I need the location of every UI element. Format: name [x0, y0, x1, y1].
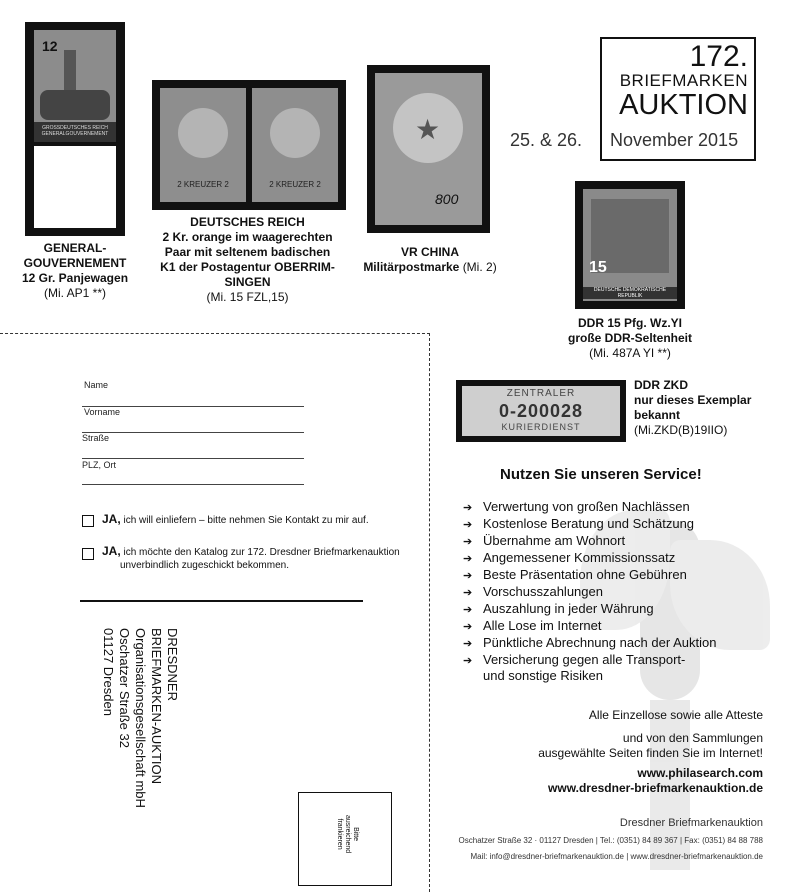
caption-sub: große DDR-Seltenheit: [567, 331, 692, 345]
postage-text-2: ausreichend: [344, 815, 351, 854]
ja-einliefern: [102, 512, 369, 526]
stamp-band-2: GENERALGOUVERNEMENT: [41, 131, 109, 137]
cut-line-vertical: [429, 333, 430, 892]
caption-line-5: SINGEN: [224, 275, 271, 289]
service-item-text: Auszahlung in jeder Währung: [483, 601, 654, 616]
signature-line: [80, 600, 363, 602]
footer-company: Dresdner Briefmarkenauktion: [619, 817, 763, 829]
arrow-right-icon: ➔: [463, 587, 473, 599]
postage-box: [298, 792, 392, 886]
info-line-3: ausgewählte Seiten finden Sie im Internet!: [538, 746, 763, 760]
stamp-text-left: 2 KREUZER 2: [177, 180, 229, 189]
service-item: [463, 618, 602, 635]
arrow-right-icon: ➔: [463, 621, 473, 633]
service-item-text: Versicherung gegen alle Transport-: [483, 652, 686, 667]
caption-title: GENERAL-: [43, 241, 107, 255]
caption-cat: (Mi.ZKD(B)19IIO): [634, 423, 728, 437]
arrow-right-icon: ➔: [463, 638, 473, 650]
caption-line-3: Paar mit seltenem badischen: [164, 245, 331, 259]
auction-line-2: AUKTION: [619, 89, 748, 121]
stamp-value: 12: [42, 38, 58, 54]
address-line-4: Oschatzer Straße 32: [117, 628, 132, 748]
caption-line-2: nur dieses Exemplar: [634, 393, 752, 407]
service-item-cont: [483, 668, 603, 684]
footer-line-1: Oschatzer Straße 32 · 01127 Dresden | Tel.: (0351) 84 89 367 | Fax: (0351) 84 88 788: [458, 836, 763, 845]
caption-title: VR CHINA: [400, 245, 459, 259]
stamp-ddr-zkd: [456, 380, 626, 442]
stamp-vr-china: ★ 800: [367, 65, 490, 233]
caption-line-2: 2 Kr. orange im waagerechten: [162, 230, 333, 244]
stamp-value: 800: [435, 191, 459, 207]
caption-vr-china: [355, 245, 505, 275]
caption-sub: 12 Gr. Panjewagen: [21, 271, 129, 285]
address-line-3: Organisationsgesellschaft mbH: [133, 628, 148, 808]
service-item: [463, 550, 675, 567]
service-item-cont-text: und sonstige Risiken: [483, 668, 603, 683]
caption-cat: (Mi. 15 FZL,15): [206, 290, 289, 304]
form-label-plz-ort: PLZ, Ort: [82, 460, 117, 470]
stamp-generalgouvernement: [25, 22, 125, 236]
stamp-top-text: ZENTRALER: [506, 388, 576, 399]
stamp-ddr: [575, 181, 685, 309]
caption-deutsches-reich: [140, 215, 355, 305]
checkbox-katalog[interactable]: [82, 548, 94, 560]
auction-dates: 25. & 26.: [510, 130, 583, 150]
ja-text: ich möchte den Katalog zur 172. Dresdner Briefmarkenauktion: [123, 547, 400, 558]
caption-title: DEUTSCHES REICH: [190, 215, 305, 229]
service-item-text: Kostenlose Beratung und Schätzung: [483, 516, 695, 531]
arrow-right-icon: ➔: [463, 536, 473, 548]
service-item-text: Beste Präsentation ohne Gebühren: [483, 567, 687, 582]
postage-text-1: Bitte: [352, 827, 359, 842]
service-item-text: Übernahme am Wohnort: [483, 533, 626, 548]
caption-title: DDR ZKD: [634, 378, 688, 392]
arrow-right-icon: ➔: [463, 519, 473, 531]
stamp-band-1: GROSSDEUTSCHES REICH: [42, 125, 108, 131]
service-item-text: Alle Lose im Internet: [483, 618, 602, 633]
form-label-vorname: Vorname: [84, 407, 121, 417]
caption-generalgouvernement: [5, 241, 145, 301]
caption-ddr: [545, 316, 715, 361]
service-item: [463, 567, 687, 584]
service-item-text: Pünktliche Abrechnung nach der Auktion: [483, 635, 717, 650]
stamp-band: DEUTSCHE DEMOKRATISCHE REPUBLIK: [583, 287, 677, 299]
service-item: [463, 652, 685, 669]
caption-ddr-zkd: [634, 378, 784, 438]
arrow-right-icon: ➔: [463, 553, 473, 565]
checkbox-einliefern[interactable]: [82, 515, 94, 527]
caption-line-3: bekannt: [634, 408, 681, 422]
caption-line-4: K1 der Postagentur OBERRIM-: [160, 260, 335, 274]
stamp-value: 15: [589, 259, 607, 276]
address-line-5: 01127 Dresden: [101, 628, 116, 716]
arrow-right-icon: ➔: [463, 655, 473, 667]
info-web-1[interactable]: www.philasearch.com: [637, 766, 763, 780]
caption-title: DDR 15 Pfg. Wz.YI: [577, 316, 682, 330]
address-block: [100, 628, 180, 808]
postage-text-3: frankieren: [336, 818, 343, 850]
auction-month: November 2015: [610, 130, 739, 150]
service-item: [463, 635, 716, 652]
info-line-2: und von den Sammlungen: [622, 731, 763, 745]
stamp-text-right: 2 KREUZER 2: [269, 180, 321, 189]
address-line-2: BRIEFMARKEN-AUKTION: [149, 628, 164, 785]
arrow-right-icon: ➔: [463, 604, 473, 616]
auction-number: 172.: [689, 40, 748, 73]
caption-cat: (Mi. 2): [462, 260, 497, 274]
ja-text: ich will einliefern – bitte nehmen Sie Kontakt zu mir auf.: [123, 515, 369, 526]
service-item: [463, 584, 603, 601]
ja-text-2: unverbindlich zugeschickt bekommen.: [120, 560, 289, 571]
stamp-mid-text: 0-200028: [498, 401, 584, 421]
caption-cat: (Mi. 487A YI **): [589, 346, 671, 360]
service-item: [463, 499, 690, 516]
form-line-strasse[interactable]: [82, 458, 304, 459]
caption-sub: Militärpostmarke: [363, 260, 460, 274]
ja-katalog: [102, 545, 400, 572]
form-line-vorname[interactable]: [82, 432, 304, 433]
cut-line-horizontal: [0, 333, 430, 334]
form-label-strasse: Straße: [82, 433, 110, 443]
service-item-text: Angemessener Kommissionssatz: [483, 550, 676, 565]
arrow-right-icon: ➔: [463, 502, 473, 514]
info-line-1: Alle Einzellose sowie alle Atteste: [588, 708, 763, 722]
service-item: [463, 516, 694, 533]
info-web-2[interactable]: www.dresdner-briefmarkenauktion.de: [548, 781, 763, 795]
stamp-bot-text: KURIERDIENST: [501, 422, 581, 432]
ja-bold: JA,: [102, 544, 121, 558]
arrow-right-icon: ➔: [463, 570, 473, 582]
service-item-text: Vorschusszahlungen: [483, 584, 603, 599]
ja-bold: JA,: [102, 512, 121, 526]
service-item: [463, 533, 625, 550]
stamp-deutsches-reich-pair: [152, 80, 346, 210]
auction-line-1: BRIEFMARKEN: [619, 71, 748, 90]
footer-line-2: Mail: info@dresdner-briefmarkenauktion.de | www.dresdner-briefmarkenauktion.de: [470, 852, 763, 861]
address-line-1: DRESDNER: [165, 628, 180, 701]
caption-cat: (Mi. AP1 **): [43, 286, 106, 300]
form-label-name: Name: [84, 380, 109, 390]
caption-title-2: GOUVERNEMENT: [23, 256, 127, 270]
service-item: [463, 601, 654, 618]
service-heading: Nutzen Sie unseren Service!: [500, 466, 702, 483]
service-item-text: Verwertung von großen Nachlässen: [483, 499, 690, 514]
form-line-plz-ort[interactable]: [82, 484, 304, 485]
